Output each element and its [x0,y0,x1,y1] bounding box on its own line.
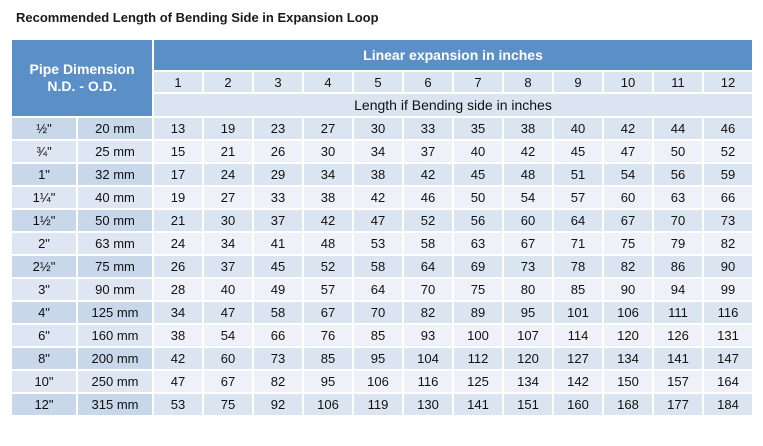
bending-length-cell: 73 [704,210,752,231]
bending-length-cell: 116 [404,371,452,392]
bending-length-cell: 30 [354,118,402,139]
outer-diameter-cell: 32 mm [78,164,152,185]
column-number: 5 [354,72,402,92]
bending-length-cell: 78 [554,256,602,277]
bending-length-cell: 38 [504,118,552,139]
bending-length-cell: 47 [154,371,202,392]
bending-length-cell: 37 [254,210,302,231]
bending-length-cell: 70 [354,302,402,323]
bending-length-cell: 67 [304,302,352,323]
bending-length-cell: 19 [204,118,252,139]
outer-diameter-cell: 40 mm [78,187,152,208]
bending-length-cell: 45 [454,164,502,185]
table-row [12,325,752,346]
bending-length-cell: 64 [404,256,452,277]
bending-length-cell: 73 [254,348,302,369]
bending-length-cell: 120 [504,348,552,369]
bending-length-cell: 53 [354,233,402,254]
nominal-diameter-cell: 2" [12,233,76,254]
bending-length-cell: 48 [304,233,352,254]
bending-length-cell: 37 [404,141,452,162]
bending-length-cell: 111 [654,302,702,323]
bending-length-cell: 151 [504,394,552,415]
bending-length-cell: 60 [604,187,652,208]
column-number: 9 [554,72,602,92]
bending-length-cell: 58 [354,256,402,277]
bending-length-cell: 114 [554,325,602,346]
bending-length-cell: 85 [304,348,352,369]
bending-length-cell: 168 [604,394,652,415]
bending-length-cell: 141 [454,394,502,415]
bending-length-cell: 47 [354,210,402,231]
bending-length-cell: 19 [154,187,202,208]
bending-length-cell: 49 [254,279,302,300]
bending-length-cell: 52 [304,256,352,277]
column-number: 11 [654,72,702,92]
bending-length-cell: 46 [704,118,752,139]
bending-length-cell: 93 [404,325,452,346]
bending-length-cell: 95 [304,371,352,392]
column-number: 2 [204,72,252,92]
outer-diameter-cell: 63 mm [78,233,152,254]
bending-length-cell: 60 [504,210,552,231]
bending-length-cell: 73 [504,256,552,277]
nominal-diameter-cell: 1" [12,164,76,185]
bending-length-cell: 95 [504,302,552,323]
bending-length-cell: 58 [404,233,452,254]
bending-length-cell: 50 [654,141,702,162]
bending-length-cell: 60 [204,348,252,369]
nominal-diameter-cell: ½" [12,118,76,139]
bending-length-cell: 120 [604,325,652,346]
bending-length-cell: 67 [504,233,552,254]
bending-length-cell: 89 [454,302,502,323]
bending-length-cell: 54 [604,164,652,185]
table-row [12,302,752,323]
bending-length-cell: 106 [304,394,352,415]
bending-length-cell: 17 [154,164,202,185]
bending-length-cell: 42 [154,348,202,369]
page-title: Recommended Length of Bending Side in Expansion Loop [16,10,379,25]
bending-length-cell: 42 [354,187,402,208]
bending-length-cell: 125 [454,371,502,392]
bending-length-cell: 147 [704,348,752,369]
bending-length-cell: 79 [654,233,702,254]
bending-length-cell: 40 [454,141,502,162]
bending-length-cell: 100 [454,325,502,346]
bending-length-cell: 112 [454,348,502,369]
bending-length-cell: 27 [304,118,352,139]
outer-diameter-cell: 25 mm [78,141,152,162]
outer-diameter-cell: 20 mm [78,118,152,139]
column-number: 1 [154,72,202,92]
nominal-diameter-cell: 1¼" [12,187,76,208]
bending-length-cell: 150 [604,371,652,392]
bending-length-cell: 94 [654,279,702,300]
bending-length-cell: 47 [604,141,652,162]
bending-length-cell: 63 [454,233,502,254]
nominal-diameter-cell: 10" [12,371,76,392]
expansion-loop-table [10,38,754,417]
bending-length-cell: 131 [704,325,752,346]
bending-length-cell: 54 [204,325,252,346]
nominal-diameter-cell: 2½" [12,256,76,277]
column-number: 12 [704,72,752,92]
bending-length-cell: 21 [204,141,252,162]
bending-length-cell: 30 [204,210,252,231]
bending-length-cell: 47 [204,302,252,323]
outer-diameter-cell: 200 mm [78,348,152,369]
bending-length-cell: 26 [254,141,302,162]
bending-length-cell: 106 [354,371,402,392]
bending-length-cell: 127 [554,348,602,369]
bending-length-cell: 85 [554,279,602,300]
bending-length-cell: 82 [604,256,652,277]
bending-length-cell: 90 [604,279,652,300]
outer-diameter-cell: 50 mm [78,210,152,231]
bending-length-cell: 23 [254,118,302,139]
bending-length-cell: 75 [454,279,502,300]
outer-diameter-cell: 160 mm [78,325,152,346]
bending-length-cell: 106 [604,302,652,323]
bending-length-cell: 59 [704,164,752,185]
bending-length-cell: 99 [704,279,752,300]
bending-length-cell: 21 [154,210,202,231]
pipe-dimension-label: Pipe Dimension [29,61,135,77]
bending-length-cell: 29 [254,164,302,185]
bending-length-subheader: Length if Bending side in inches [154,94,752,116]
nominal-diameter-cell: 4" [12,302,76,323]
bending-length-cell: 70 [404,279,452,300]
table-row [12,394,752,415]
bending-length-cell: 35 [454,118,502,139]
bending-length-cell: 42 [404,164,452,185]
bending-length-cell: 130 [404,394,452,415]
bending-length-cell: 52 [704,141,752,162]
bending-length-cell: 116 [704,302,752,323]
table-row [12,164,752,185]
bending-length-cell: 24 [204,164,252,185]
bending-length-cell: 64 [354,279,402,300]
bending-length-cell: 42 [504,141,552,162]
bending-length-cell: 15 [154,141,202,162]
bending-length-cell: 34 [154,302,202,323]
bending-length-cell: 134 [604,348,652,369]
table-row [12,210,752,231]
bending-length-cell: 70 [654,210,702,231]
bending-length-cell: 38 [154,325,202,346]
column-number: 10 [604,72,652,92]
bending-length-cell: 82 [704,233,752,254]
bending-length-cell: 30 [304,141,352,162]
outer-diameter-cell: 315 mm [78,394,152,415]
table-row [12,256,752,277]
outer-diameter-cell: 250 mm [78,371,152,392]
bending-length-cell: 46 [404,187,452,208]
bending-length-cell: 80 [504,279,552,300]
bending-length-cell: 57 [304,279,352,300]
nominal-diameter-cell: ¾" [12,141,76,162]
bending-length-cell: 40 [204,279,252,300]
bending-length-cell: 27 [204,187,252,208]
bending-length-cell: 64 [554,210,602,231]
bending-length-cell: 13 [154,118,202,139]
outer-diameter-cell: 125 mm [78,302,152,323]
bending-length-cell: 82 [404,302,452,323]
bending-length-cell: 45 [254,256,302,277]
bending-length-cell: 54 [504,187,552,208]
bending-length-cell: 82 [254,371,302,392]
bending-length-cell: 24 [154,233,202,254]
bending-length-cell: 85 [354,325,402,346]
bending-length-cell: 101 [554,302,602,323]
bending-length-cell: 160 [554,394,602,415]
bending-length-cell: 38 [354,164,402,185]
bending-length-cell: 58 [254,302,302,323]
bending-length-cell: 26 [154,256,202,277]
nominal-diameter-cell: 1½" [12,210,76,231]
column-number: 7 [454,72,502,92]
bending-length-cell: 66 [254,325,302,346]
bending-length-cell: 42 [304,210,352,231]
bending-length-cell: 63 [654,187,702,208]
bending-length-cell: 52 [404,210,452,231]
bending-length-cell: 67 [604,210,652,231]
bending-length-cell: 141 [654,348,702,369]
table-row [12,371,752,392]
bending-length-cell: 45 [554,141,602,162]
bending-length-cell: 134 [504,371,552,392]
bending-length-cell: 90 [704,256,752,277]
bending-length-cell: 86 [654,256,702,277]
outer-diameter-cell: 90 mm [78,279,152,300]
bending-length-cell: 126 [654,325,702,346]
bending-length-cell: 56 [654,164,702,185]
nominal-diameter-cell: 3" [12,279,76,300]
bending-length-cell: 71 [554,233,602,254]
bending-length-cell: 34 [304,164,352,185]
bending-length-cell: 95 [354,348,402,369]
column-number: 8 [504,72,552,92]
bending-length-cell: 34 [204,233,252,254]
bending-length-cell: 51 [554,164,602,185]
table-row [12,141,752,162]
bending-length-cell: 177 [654,394,702,415]
bending-length-cell: 104 [404,348,452,369]
bending-length-cell: 142 [554,371,602,392]
bending-length-cell: 69 [454,256,502,277]
bending-length-cell: 57 [554,187,602,208]
bending-length-cell: 37 [204,256,252,277]
table-row [12,233,752,254]
linear-expansion-header: Linear expansion in inches [154,40,752,70]
nominal-diameter-cell: 12" [12,394,76,415]
bending-length-cell: 34 [354,141,402,162]
bending-length-cell: 53 [154,394,202,415]
table-row [12,279,752,300]
table-row [12,118,752,139]
nominal-diameter-cell: 8" [12,348,76,369]
bending-length-cell: 164 [704,371,752,392]
bending-length-cell: 184 [704,394,752,415]
nominal-diameter-cell: 6" [12,325,76,346]
bending-length-cell: 75 [204,394,252,415]
nd-od-label: N.D. - O.D. [47,78,117,94]
bending-length-cell: 157 [654,371,702,392]
table-row [12,187,752,208]
column-number: 4 [304,72,352,92]
bending-length-cell: 41 [254,233,302,254]
bending-length-cell: 56 [454,210,502,231]
bending-length-cell: 119 [354,394,402,415]
bending-length-cell: 50 [454,187,502,208]
bending-length-cell: 92 [254,394,302,415]
table-row [12,348,752,369]
bending-length-cell: 76 [304,325,352,346]
bending-length-cell: 38 [304,187,352,208]
pipe-dimension-header [12,40,152,116]
bending-length-cell: 67 [204,371,252,392]
bending-length-cell: 33 [254,187,302,208]
bending-length-cell: 28 [154,279,202,300]
column-number: 6 [404,72,452,92]
bending-length-cell: 66 [704,187,752,208]
bending-length-cell: 33 [404,118,452,139]
outer-diameter-cell: 75 mm [78,256,152,277]
column-number: 3 [254,72,302,92]
bending-length-cell: 75 [604,233,652,254]
bending-length-cell: 40 [554,118,602,139]
bending-length-cell: 48 [504,164,552,185]
bending-length-cell: 107 [504,325,552,346]
bending-length-cell: 44 [654,118,702,139]
bending-length-cell: 42 [604,118,652,139]
